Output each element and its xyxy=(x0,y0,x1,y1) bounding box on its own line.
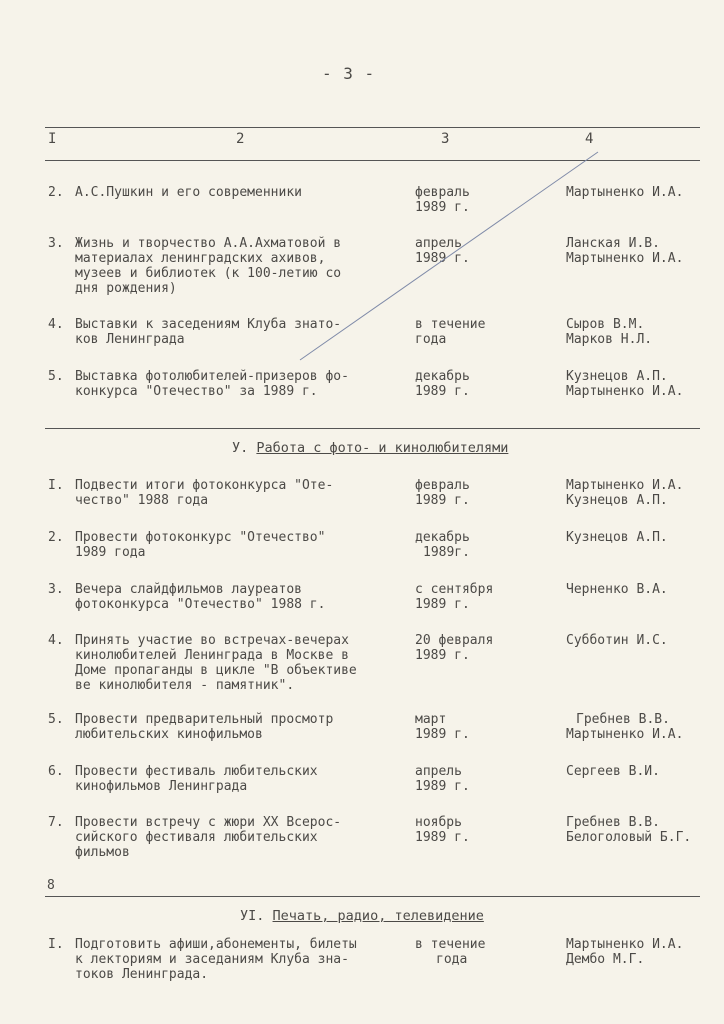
list-item-date: февраль xyxy=(415,478,470,493)
list-item-number: 5. xyxy=(48,369,64,384)
list-item-responsible: Мартыненко И.А. xyxy=(566,937,684,952)
list-item-date: в течение xyxy=(415,317,486,332)
list-item-text: А.С.Пушкин и его современники xyxy=(75,185,302,200)
list-item-date: 1989 г. xyxy=(415,830,470,845)
list-item-text: 1989 года xyxy=(75,545,146,560)
list-item-number: 7. xyxy=(48,815,64,830)
list-item-text: фотоконкурса "Отечество" 1988 г. xyxy=(75,597,326,612)
list-item-date: 20 февраля xyxy=(415,633,494,648)
list-item-date: 1989 г. xyxy=(415,384,470,399)
list-item-number: 5. xyxy=(48,712,64,727)
list-item-number: I. xyxy=(48,478,64,493)
list-item-responsible: Черненко В.А. xyxy=(566,582,668,597)
list-item-text: сийского фестиваля любительских xyxy=(75,830,318,845)
list-item-text: Провести фестиваль любительских xyxy=(75,764,318,779)
list-item-date: апрель xyxy=(415,764,462,779)
section-6-title: Печать, радио, телевидение xyxy=(272,908,484,924)
list-item-date: 1989 г. xyxy=(415,779,470,794)
list-item-date: 1989 г. xyxy=(415,493,470,508)
list-item-date: ноябрь xyxy=(415,815,462,830)
list-item-responsible: Мартыненко И.А. xyxy=(566,478,684,493)
section-heading-5 xyxy=(232,440,508,456)
list-item-date: 1989 г. xyxy=(415,251,470,266)
list-item-date: года xyxy=(415,332,447,347)
list-item-responsible: Ланская И.В. xyxy=(566,236,660,251)
list-item-text: конкурса "Отечество" за 1989 г. xyxy=(75,384,318,399)
list-item-date: февраль xyxy=(415,185,470,200)
list-item-responsible: Марков Н.Л. xyxy=(566,332,653,347)
section-5-prefix: У. xyxy=(232,440,249,456)
list-item-text: Жизнь и творчество А.А.Ахматовой в xyxy=(75,236,342,251)
list-item-number: 2. xyxy=(48,185,64,200)
list-item-number: 2. xyxy=(48,530,64,545)
section-5-title: Работа с фото- и кинолюбителями xyxy=(256,440,509,456)
list-item-number: 4. xyxy=(48,633,64,648)
list-item-date: 1989г. xyxy=(423,545,470,560)
pencil-strike-stroke xyxy=(300,152,598,360)
list-item-text: кинолюбителей Ленинграда в Москве в xyxy=(75,648,349,663)
list-item-responsible: Кузнецов А.П. xyxy=(566,493,668,508)
list-item-responsible: Мартыненко И.А. xyxy=(566,384,684,399)
list-item-responsible: Мартыненко И.А. xyxy=(566,251,684,266)
list-item-text: кинофильмов Ленинграда xyxy=(75,779,248,794)
page-number: - 3 - xyxy=(322,64,376,83)
list-item-responsible: Сыров В.М. xyxy=(566,317,645,332)
list-item-text: материалах ленинградских ахивов, xyxy=(75,251,326,266)
list-item-date: года xyxy=(436,952,468,967)
list-item-text: Провести фотоконкурс "Отечество" xyxy=(75,530,326,545)
column-header-2: 2 xyxy=(236,131,245,147)
list-item-date: декабрь xyxy=(415,530,470,545)
list-item-responsible: Сергеев В.И. xyxy=(566,764,660,779)
list-item-responsible: Кузнецов А.П. xyxy=(566,369,668,384)
list-item-text: Подготовить афиши,абонементы, билеты xyxy=(75,937,357,952)
list-item-text: Выставка фотолюбителей-призеров фо- xyxy=(75,369,349,384)
list-item-number: 3. xyxy=(48,236,64,251)
list-item-responsible: Мартыненко И.А. xyxy=(566,185,684,200)
list-item-date: 1989 г. xyxy=(415,597,470,612)
section-divider-rule xyxy=(45,428,700,429)
list-item-text: Доме пропаганды в цикле "В объективе xyxy=(75,663,357,678)
list-item-responsible: Гребнев В.В. xyxy=(576,712,670,727)
list-item-responsible: Кузнецов А.П. xyxy=(566,530,668,545)
list-item-text: к лекториям и заседаниям Клуба зна- xyxy=(75,952,349,967)
list-item-responsible: Белоголовый Б.Г. xyxy=(566,830,692,845)
list-item-text: токов Ленинграда. xyxy=(75,967,209,982)
row-marker: 8 xyxy=(47,878,55,893)
list-item-date: с сентября xyxy=(415,582,494,597)
list-item-text: ков Ленинграда xyxy=(75,332,185,347)
section-divider-rule xyxy=(45,896,700,897)
list-item-text: чество" 1988 года xyxy=(75,493,209,508)
list-item-text: Провести предварительный просмотр xyxy=(75,712,334,727)
list-item-date: 1989 г. xyxy=(415,200,470,215)
column-header-4: 4 xyxy=(585,131,594,147)
list-item-number: 3. xyxy=(48,582,64,597)
list-item-responsible: Мартыненко И.А. xyxy=(566,727,684,742)
list-item-date: декабрь xyxy=(415,369,470,384)
list-item-text: ве кинолюбителя - памятник". xyxy=(75,678,295,693)
list-item-date: в течение xyxy=(415,937,486,952)
section-heading-6 xyxy=(240,908,484,924)
list-item-text: музеев и библиотек (к 100-летию со xyxy=(75,266,342,281)
list-item-text: Провести встречу с жюри XX Всерос- xyxy=(75,815,342,830)
list-item-number: 4. xyxy=(48,317,64,332)
list-item-responsible: Дембо М.Г. xyxy=(566,952,645,967)
list-item-text: дня рождения) xyxy=(75,281,177,296)
list-item-number: I. xyxy=(48,937,64,952)
list-item-responsible: Субботин И.С. xyxy=(566,633,668,648)
list-item-text: фильмов xyxy=(75,845,130,860)
list-item-date: 1989 г. xyxy=(415,727,470,742)
list-item-text: Подвести итоги фотоконкурса "Оте- xyxy=(75,478,334,493)
column-header-3: 3 xyxy=(441,131,450,147)
list-item-date: апрель xyxy=(415,236,462,251)
section-6-prefix: УI. xyxy=(240,908,265,924)
list-item-text: любительских кинофильмов xyxy=(75,727,263,742)
list-item-date: 1989 г. xyxy=(415,648,470,663)
list-item-text: Вечера слайдфильмов лауреатов xyxy=(75,582,302,597)
list-item-date: март xyxy=(415,712,447,727)
list-item-responsible: Гребнев В.В. xyxy=(566,815,660,830)
list-item-text: Выставки к заседениям Клуба знато- xyxy=(75,317,342,332)
list-item-number: 6. xyxy=(48,764,64,779)
list-item-text: Принять участие во встречах-вечерах xyxy=(75,633,349,648)
column-header-1: I xyxy=(48,131,57,147)
